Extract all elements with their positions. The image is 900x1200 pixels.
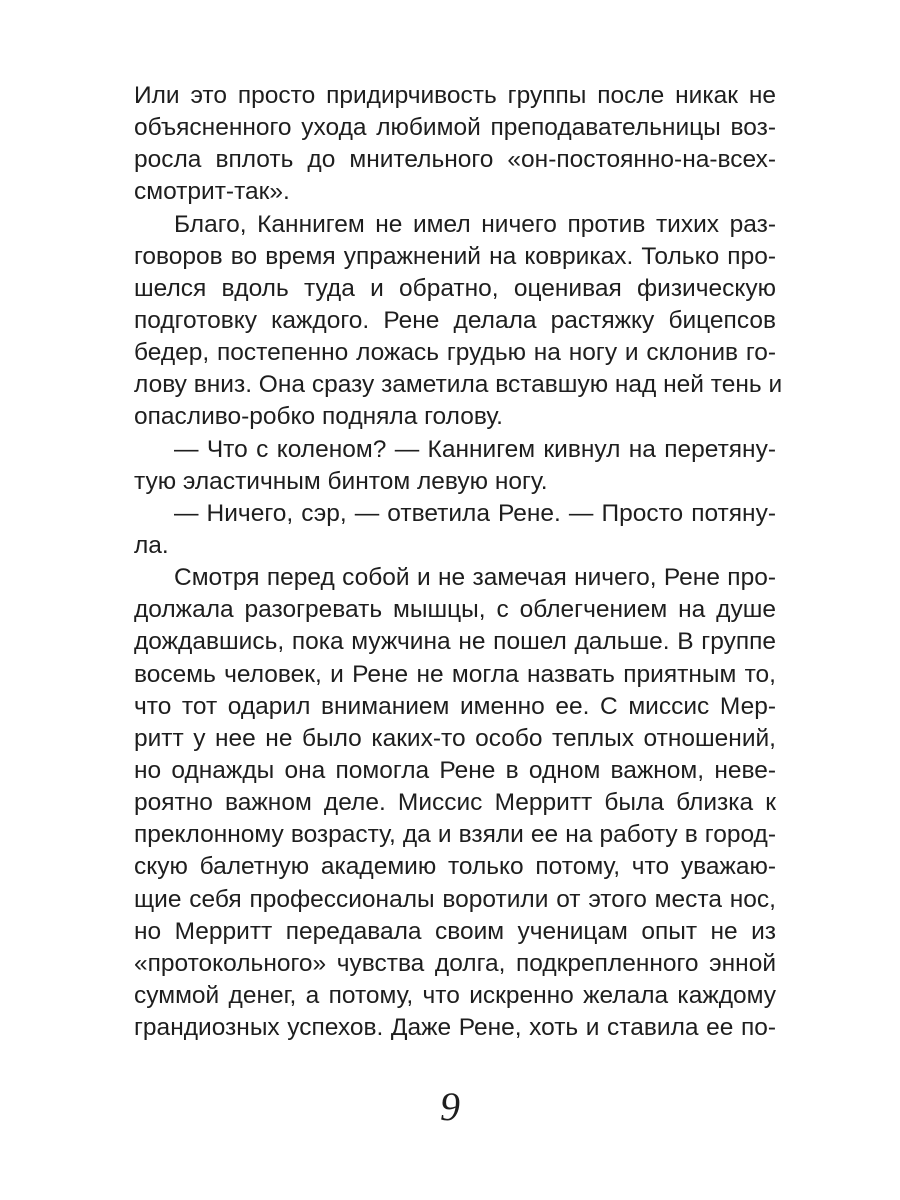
text-line: должала разогревать мышцы, с облегчением на душе (134, 596, 776, 624)
text-line: подготовку каждого. Рене делала растяжку бицепсов (134, 306, 776, 334)
text-line: роятно важном деле. Миссис Мерритт была близка к (134, 789, 776, 817)
text-line: восемь человек, и Рене не могла назвать приятным то, (134, 660, 776, 688)
text-line: скую балетную академию только потому, что уважаю- (134, 853, 776, 881)
text-line: росла вплоть до мнительного «он-постоянно-на-всех- (134, 146, 776, 174)
text-line: объясненного ухода любимой преподавательницы воз- (134, 114, 776, 142)
text-line: преклонному возрасту, да и взяли ее на работу в город- (134, 821, 776, 849)
text-line: опасливо-робко подняла голову. (134, 403, 503, 431)
text-line: лову вниз. Она сразу заметила вставшую над ней тень и (134, 371, 783, 399)
text-line: — Что с коленом? — Каннигем кивнул на перетяну- (174, 435, 776, 463)
text-line: тую эластичным бинтом левую ногу. (134, 467, 548, 495)
page-number: 9 (440, 1084, 460, 1129)
text-line: что тот одарил вниманием именно ее. С миссис Мер- (134, 692, 776, 720)
text-line: но однажды она помогла Рене в одном важном, неве- (134, 756, 776, 784)
text-line: щие себя профессионалы воротили от этого места нос, (134, 885, 776, 913)
text-line: грандиозных успехов. Даже Рене, хоть и ставила ее по- (134, 1014, 776, 1042)
text-line: бедер, постепенно ложась грудью на ногу и склонив го- (134, 339, 776, 367)
text-line: «протокольного» чувства долга, подкрепленного энной (134, 949, 776, 977)
text-line: Смотря перед собой и не замечая ничего, Рене про- (174, 564, 776, 592)
text-line: говоров во время упражнений на ковриках. Только про- (134, 242, 776, 270)
text-line: — Ничего, сэр, — ответила Рене. — Просто потяну- (174, 499, 776, 527)
text-line: ла. (134, 531, 169, 559)
text-line: суммой денег, а потому, что искренно желала каждому (134, 981, 776, 1009)
body-text (134, 80, 783, 1044)
text-line: дождавшись, пока мужчина не пошел дальше. В группе (134, 628, 776, 656)
text-line: но Мерритт передавала своим ученицам опыт не из (134, 917, 776, 945)
text-line: смотрит-так». (134, 178, 290, 206)
text-line: шелся вдоль туда и обратно, оценивая физическую (134, 274, 776, 302)
text-line: Или это просто придирчивость группы после никак не (134, 82, 776, 109)
text-line: Благо, Каннигем не имел ничего против тихих раз- (174, 210, 776, 238)
text-line: ритт у нее не было каких-то особо теплых отношений, (134, 724, 776, 752)
